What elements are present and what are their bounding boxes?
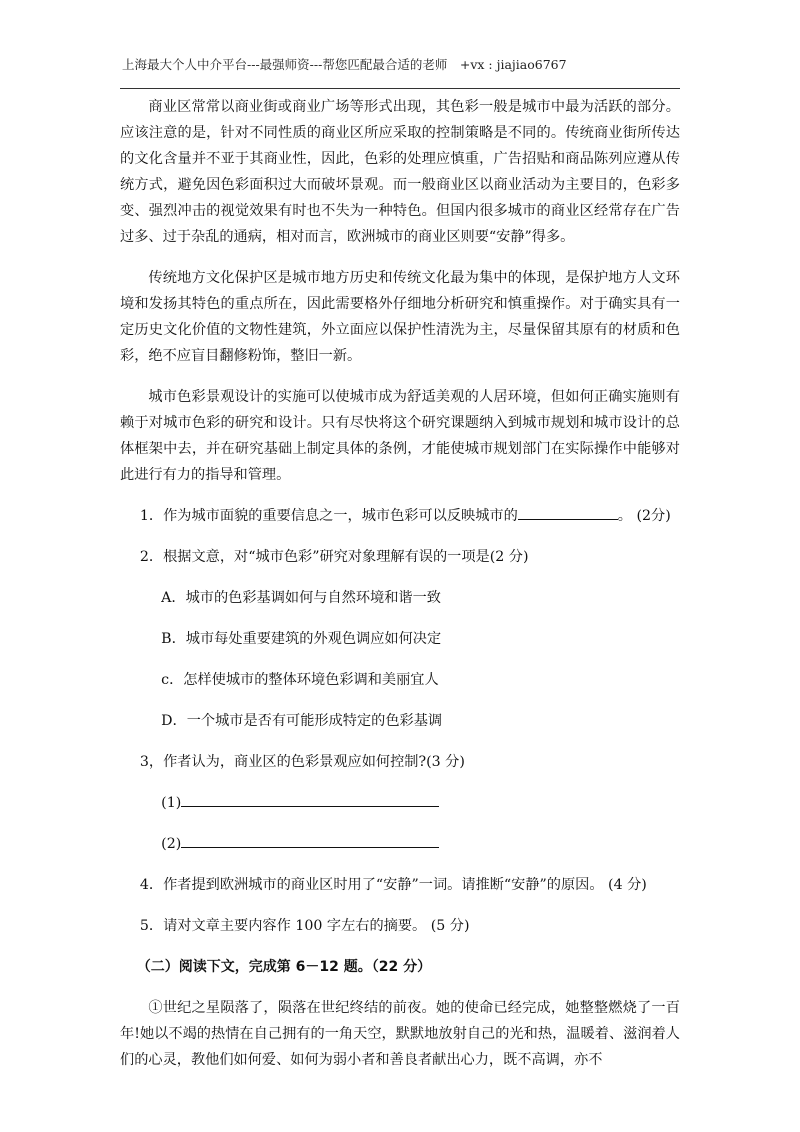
section-2-paragraph-1: ①世纪之星陨落了，陨落在世纪终结的前夜。她的使命已经完成，她整整燃烧了一百年!她以不竭的热情在自己拥有的一角天空，默默地放射自己的光和热，温暖着、滋润着人们的心灵，教他们如何爱、如何为弱小者和善良者献出心力，既不高调，亦不 [120,1000,680,1068]
document-body [120,94,680,1088]
question-1-score: 。 (2分) [617,508,671,524]
option-b: B．城市每处重要建筑的外观色调应如何决定 [161,631,442,647]
paragraph-commercial: 商业区常常以商业街或商业广场等形式出现，其色彩一般是城市中最为活跃的部分。应该注意的是，针对不同性质的商业区所应采取的控制策略是不同的。传统商业街所传达的文化含量并不亚于其商业性，因此，色彩的处理应慎重，广告招贴和商品陈列应遵从传统方式，避免因色彩面积过大而破坏景观。而一般商业区以商业活动为主要目的，色彩多变、强烈冲击的视觉效果有时也不失为一种特色。但国内很多城市的商业区经常存在广告过多、过于杂乱的通病，相对而言，欧洲城市的商业区则要“安静”得多。 [120,99,680,245]
question-4: 4．作者提到欧洲城市的商业区时用了“安静”一词。请推断“安静”的原因。 (4 分) [139,877,647,893]
page-header: 上海最大个人中介平台---最强师资---帮您匹配最合适的老师 +vx : jiajiao6767 [122,57,567,72]
question-5: 5．请对文章主要内容作 100 字左右的摘要。 (5 分) [139,918,470,934]
option-a: A．城市的色彩基调如何与自然环境和谐一致 [161,590,441,606]
question-1-text: 1．作为城市面貌的重要信息之一，城市色彩可以反映城市的 [139,508,518,524]
question-1-blank[interactable] [518,505,618,520]
question-2: 2．根据文意，对“城市色彩”研究对象理解有误的一项是(2 分) [139,549,529,565]
option-c: c．怎样使城市的整体环境色彩调和美丽宜人 [161,672,439,688]
paragraph-heritage: 传统地方文化保护区是城市地方历史和传统文化最为集中的体现，是保护地方人文环境和发扬其特色的重点所在，因此需要格外仔细地分析研究和慎重操作。对于确实具有一定历史文化价值的文物性建筑，外立面应以保护性清洗为主，尽量保留其原有的材质和色彩，绝不应盲目翻修粉饰，整旧一新。 [120,270,680,364]
answer-1-line[interactable] [181,792,439,807]
section-2-title: （二）阅读下文，完成第 6－12 题。（22 分） [136,959,432,975]
question-1 [120,503,680,529]
answer-2-label: (2) [161,836,182,852]
question-3: 3，作者认为，商业区的色彩景观应如何控制?(3 分) [139,754,465,770]
answer-2-line[interactable] [181,833,439,848]
question-3-answer-2 [120,831,680,857]
question-3-answer-1 [120,790,680,816]
paragraph-implementation: 城市色彩景观设计的实施可以使城市成为舒适美观的人居环境，但如何正确实施则有赖于对城市色彩的研究和设计。只有尽快将这个研究课题纳入到城市规划和城市设计的总体框架中去，并在研究基础上制定具体的条例，才能使城市规划部门在实际操作中能够对此进行有力的指导和管理。 [120,389,680,483]
option-d: D．一个城市是否有可能形成特定的色彩基调 [161,713,443,729]
answer-1-label: (1) [161,795,182,811]
header-divider [120,88,680,89]
